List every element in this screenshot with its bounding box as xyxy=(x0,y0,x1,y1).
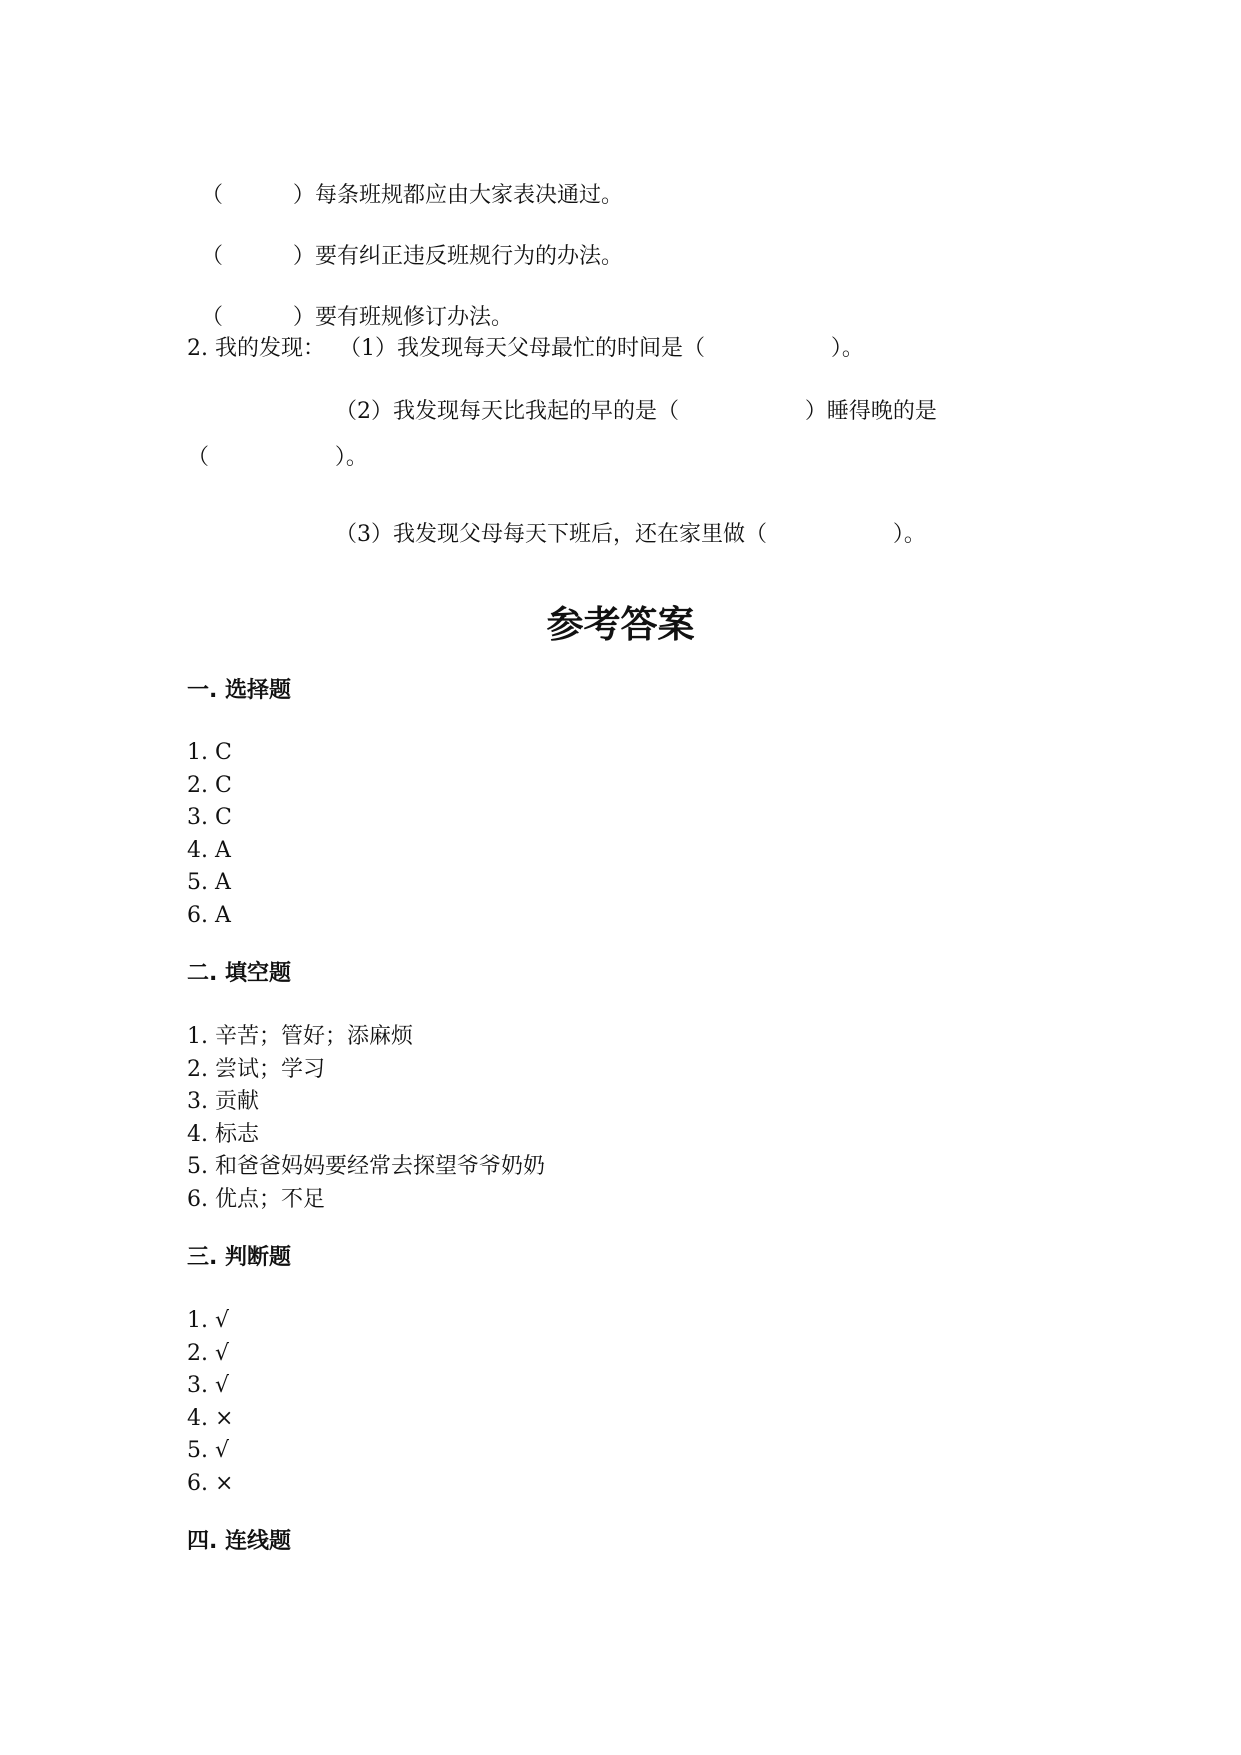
judgment-answers xyxy=(187,1305,233,1501)
answer-item: 4. 标志 xyxy=(187,1121,259,1147)
answer-item: 2. √ xyxy=(187,1340,230,1366)
judge-item-text: 要有纠正违反班规行为的办法。 xyxy=(314,244,623,269)
choice-answers xyxy=(187,737,232,933)
section-heading-choice: 一. 选择题 xyxy=(187,678,292,703)
answer-item: 5. 和爸爸妈妈要经常去探望爷爷奶奶 xyxy=(187,1154,545,1180)
answer-key-title: 参考答案 xyxy=(546,603,695,646)
answer-item: 5. A xyxy=(187,870,231,896)
judge-item xyxy=(187,273,513,333)
answer-item: 2. C xyxy=(187,772,232,798)
answer-blank: （ ） xyxy=(201,183,315,208)
answer-blank: （ ） xyxy=(201,244,315,269)
section-heading-fill-blank: 二. 填空题 xyxy=(187,961,292,986)
answer-item: 6. 优点；不足 xyxy=(187,1186,325,1212)
fill-blank-answers xyxy=(187,1021,545,1217)
section-heading-matching: 四. 连线题 xyxy=(187,1529,292,1554)
question-2-line-1: 2. 我的发现： （1）我发现每天父母最忙的时间是（ ）。 xyxy=(187,336,864,361)
answer-item: 4. A xyxy=(187,837,231,863)
judge-item-text: 要有班规修订办法。 xyxy=(314,305,513,330)
answer-item: 2. 尝试；学习 xyxy=(187,1056,325,1082)
judge-item-text: 每条班规都应由大家表决通过。 xyxy=(314,183,623,208)
judge-item xyxy=(187,151,623,211)
answer-item: 6. × xyxy=(187,1470,234,1496)
answer-item: 5. √ xyxy=(187,1438,230,1464)
question-2-line-4: （3）我发现父母每天下班后，还在家里做（ ）。 xyxy=(335,522,926,547)
answer-item: 6. A xyxy=(187,902,231,928)
answer-item: 1. 辛苦；管好；添麻烦 xyxy=(187,1024,413,1049)
answer-item: 1. √ xyxy=(187,1308,230,1333)
answer-item: 3. 贡献 xyxy=(187,1089,259,1115)
answer-blank: （ ） xyxy=(201,305,315,330)
answer-item: 3. C xyxy=(187,805,232,831)
question-2-line-2: （2）我发现每天比我起的早的是（ ）睡得晚的是 xyxy=(335,399,937,424)
answer-item: 1. C xyxy=(187,740,232,765)
answer-item: 3. √ xyxy=(187,1373,230,1399)
question-2-line-3: （ ）。 xyxy=(187,445,368,470)
section-heading-judgment: 三. 判断题 xyxy=(187,1245,292,1270)
answer-item: 4. × xyxy=(187,1405,234,1431)
judge-item xyxy=(187,212,623,272)
